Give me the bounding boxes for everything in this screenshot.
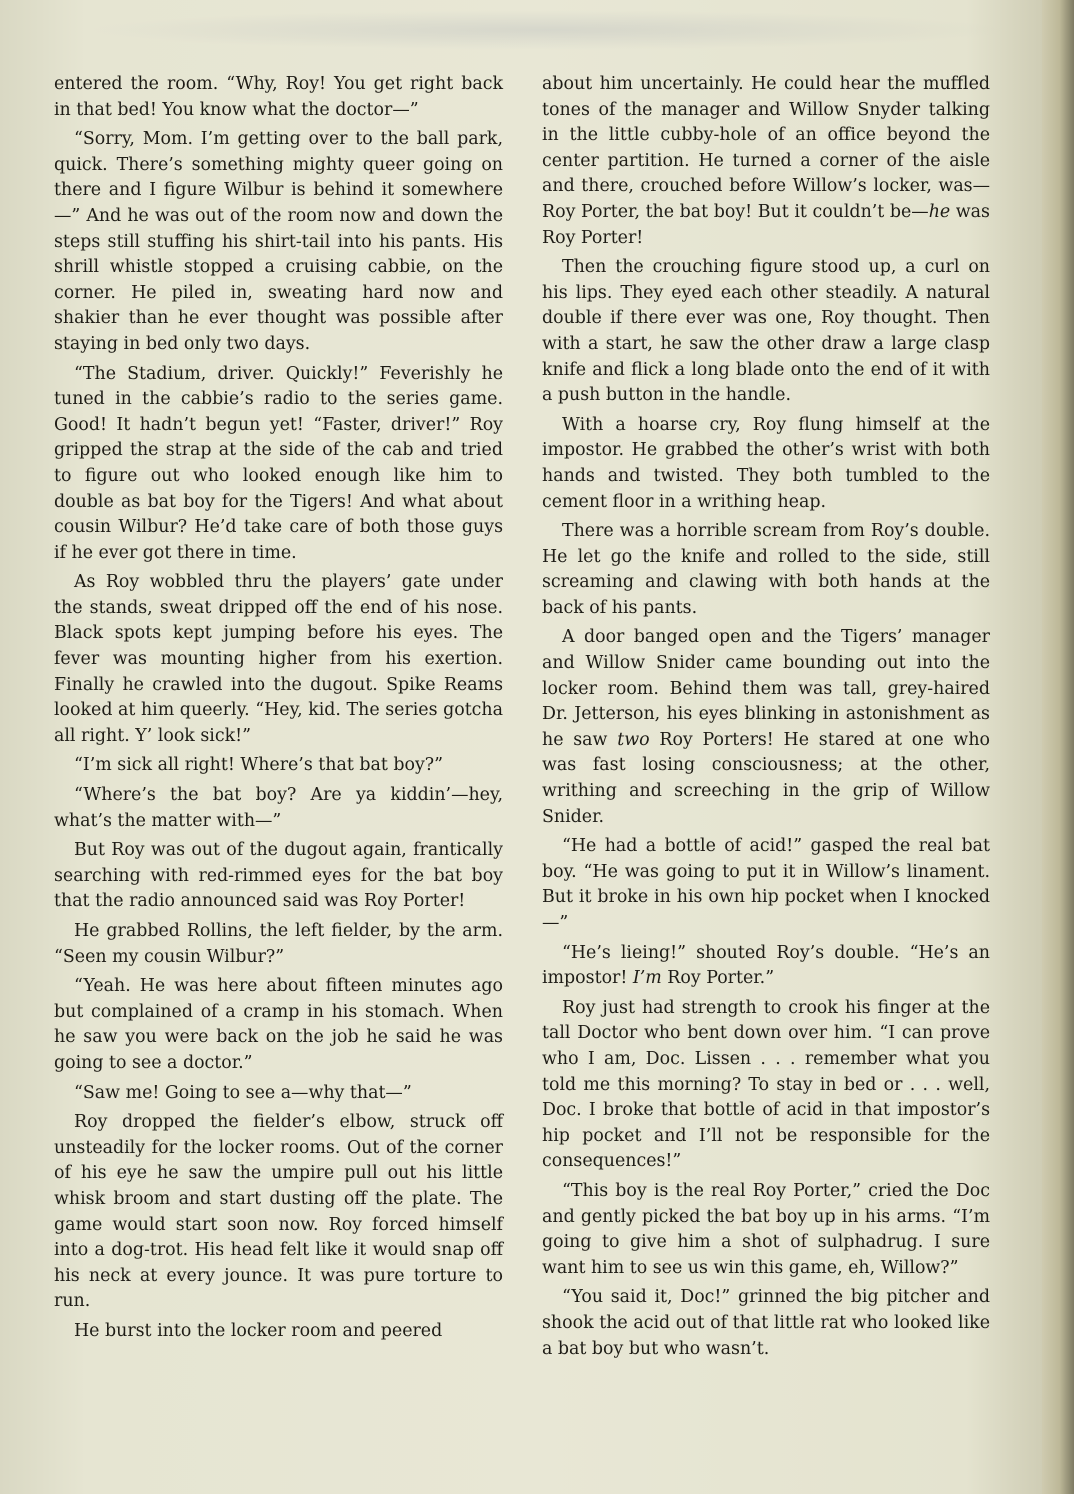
paragraph: “Saw me! Going to see a—why that—”: [74, 1082, 412, 1103]
paragraph: He burst into the locker room and peered: [74, 1320, 443, 1341]
emphasis-text: he: [928, 201, 951, 222]
right-text-column: [542, 72, 990, 1366]
paragraph: “You said it, Doc!” grinned the big pitcher and shook the acid out of that little rat who looked like a bat boy but who wasn’t.: [542, 1287, 990, 1359]
text-run: about him uncertainly. He could hear the muffled tones of the manager and Willow Snyder talking in the little cubby-hole of an office beyond the center partition. He turned a corner of the aisle and there, crouched before Willow’s locker, was—Roy Porter, the bat boy! But it couldn’t be—: [542, 74, 990, 222]
paragraph: Roy just had strength to crook his finger at the tall Doctor who bent down over him. “I can prove who I am, Doc. Lissen . . . remember what you told me this morning? To stay in bed or . . . well, Doc. I broke that bottle of acid in that impostor’s hip pocket and I’ll not be responsible for the consequences!”: [542, 997, 990, 1172]
paragraph: There was a horrible scream from Roy’s double. He let go the knife and rolled to the side, still screaming and clawing with both hands at the back of his pants.: [542, 521, 990, 618]
paragraph: [542, 625, 990, 830]
paragraph: “Yeah. He was here about fifteen minutes ago but complained of a cramp in his stomach. When he saw you were back on the job he said he was going to see a doctor.”: [54, 976, 503, 1073]
text-run: “He’s lieing!” shouted Roy’s double. “He’s an impostor!: [542, 942, 990, 989]
paragraph: “The Stadium, driver. Quickly!” Feverishly he tuned in the cabbie’s radio to the series game. Good! It hadn’t begun yet! “Faster, driver!” Roy gripped the strap at the side of the cab and tried to figure out who looked enough like him to double as bat boy for the Tigers! And what about cousin Wilbur? He’d take care of both those guys if he ever got there in time.: [54, 363, 503, 563]
print-bleed-through: [80, 10, 1010, 50]
emphasis-text: I’m: [632, 968, 662, 989]
text-run: Roy Porter.”: [661, 968, 775, 989]
paragraph: [542, 72, 990, 251]
text-run: Roy Porters! He stared at one who was fast losing consciousness; at the other, writhing and screeching in the grip of Willow Snider.: [542, 729, 990, 827]
paragraph: [542, 941, 990, 992]
paragraph: “This boy is the real Roy Porter,” cried the Doc and gently picked the bat boy up in his arms. “I’m going to give him a shot of sulphadrug. I sure want him to see us win this game, eh, Willow?”: [542, 1180, 990, 1278]
paragraph: But Roy was out of the dugout again, frantically searching with red-rimmed eyes for the bat boy that the radio announced said was Roy Porter!: [54, 840, 503, 912]
paragraph: Then the crouching figure stood up, a curl on his lips. They eyed each other steadily. A natural double if there ever was one, Roy thought. Then with a start, he saw the other draw a large clasp knife and flick a long blade onto the end of it with a push button in the handle.: [542, 257, 990, 406]
paragraph: “Where’s the bat boy? Are ya kiddin’—hey, what’s the matter with—”: [54, 785, 503, 831]
paragraph: Roy dropped the fielder’s elbow, struck off unsteadily for the locker rooms. Out of the corner of his eye he saw the umpire pull out his little whisk broom and start dusting off the plate. The game would start soon now. Roy forced himself into a dog-trot. His head felt like it would snap off his neck at every jounce. It was pure torture to run.: [54, 1112, 503, 1312]
paragraph: “Sorry, Mom. I’m getting over to the ball park, quick. There’s something mighty queer going on there and I figure Wilbur is behind it somewhere—” And he was out of the room now and down the steps still stuffing his shirt-tail into his pants. His shrill whistle stopped a cruising cabbie, on the corner. He piled in, sweating hard now and shakier than he ever thought was possible after staying in bed only two days.: [54, 129, 503, 354]
page-edge-shadow: [1042, 0, 1074, 1494]
paragraph: “He had a bottle of acid!” gasped the real bat boy. “He was going to put it in Willow’s linament. But it broke in his own hip pocket when I knocked—”: [542, 836, 990, 933]
emphasis-text: two: [617, 729, 650, 750]
left-text-column: [54, 72, 503, 1349]
paragraph: As Roy wobbled thru the players’ gate under the stands, sweat dripped off the end of his nose. Black spots kept jumping before his eyes. The fever was mounting higher from his exertion. Finally he crawled into the dugout. Spike Reams looked at him queerly. “Hey, kid. The series gotcha all right. Y’ look sick!”: [54, 572, 503, 746]
paragraph: entered the room. “Why, Roy! You get right back in that bed! You know what the doctor—”: [54, 74, 503, 120]
text-run: A door banged open and the Tigers’ manager and Willow Snider came bounding out into the locker room. Behind them was tall, grey-haired Dr. Jetterson, his eyes blinking in astonishment as he saw: [542, 627, 990, 750]
text-run: was Roy Porter!: [542, 201, 990, 248]
paragraph: With a hoarse cry, Roy flung himself at the impostor. He grabbed the other’s wrist with both hands and twisted. They both tumbled to the cement floor in a writhing heap.: [542, 414, 990, 512]
paragraph: “I’m sick all right! Where’s that bat boy?”: [74, 755, 444, 776]
paragraph: He grabbed Rollins, the left fielder, by the arm. “Seen my cousin Wilbur?”: [54, 921, 503, 967]
